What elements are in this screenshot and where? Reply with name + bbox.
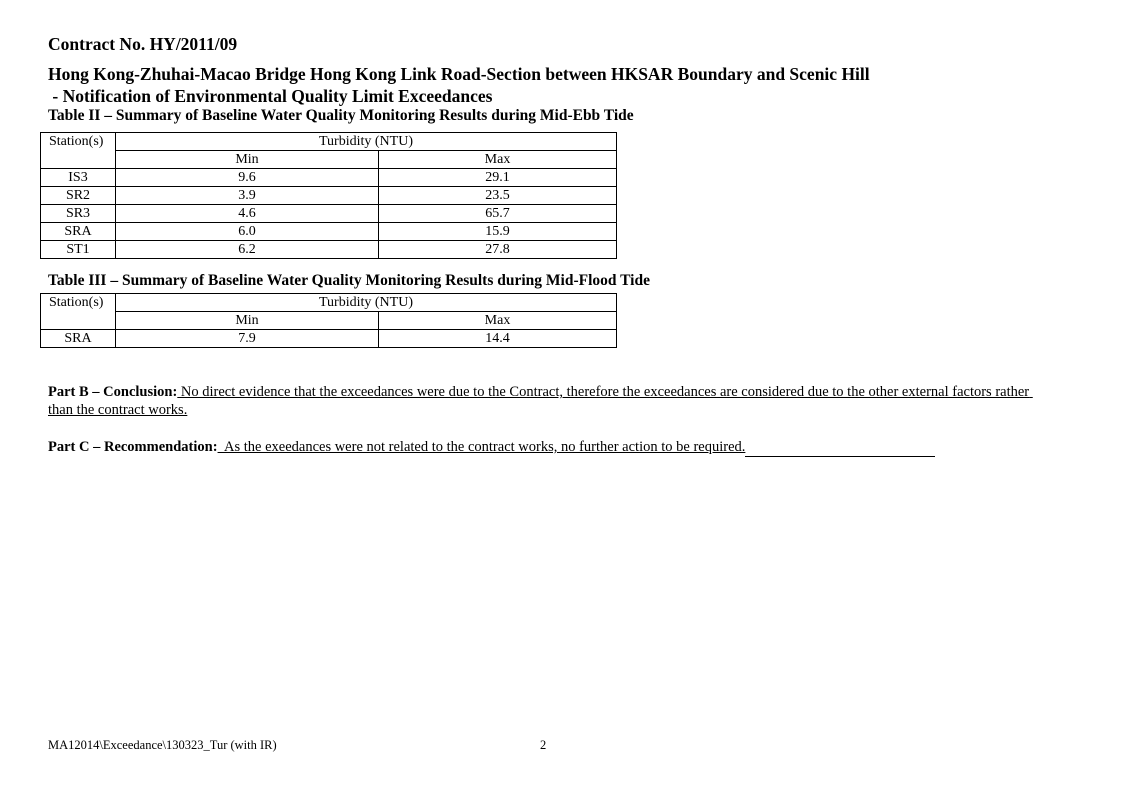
part-b-conclusion: [48, 383, 1048, 419]
max-cell: 29.1: [379, 169, 617, 187]
station-cell: SR3: [41, 205, 116, 223]
project-title-line-1: Hong Kong-Zhuhai-Macao Bridge Hong Kong Link Road-Section between HKSAR Boundary and Scenic Hill: [48, 64, 870, 84]
table-2-caption: Table II – Summary of Baseline Water Quality Monitoring Results during Mid-Ebb Tide: [48, 107, 634, 124]
part-b-label: Part B – Conclusion:: [48, 384, 178, 400]
turbidity-header: Turbidity (NTU): [116, 294, 617, 312]
max-cell: 23.5: [379, 187, 617, 205]
min-cell: 6.0: [116, 223, 379, 241]
table-3-mid-flood: [40, 293, 617, 348]
station-header: Station(s): [41, 133, 116, 169]
station-cell: ST1: [41, 241, 116, 259]
min-cell: 4.6: [116, 205, 379, 223]
table-header-row: [41, 133, 617, 151]
station-cell: SRA: [41, 223, 116, 241]
table-subheader-row: [41, 151, 617, 169]
station-cell: SRA: [41, 330, 116, 348]
table-row: [41, 187, 617, 205]
turbidity-header: Turbidity (NTU): [116, 133, 617, 151]
max-cell: 65.7: [379, 205, 617, 223]
max-cell: 14.4: [379, 330, 617, 348]
max-cell: 15.9: [379, 223, 617, 241]
max-header: Max: [379, 151, 617, 169]
min-cell: 7.9: [116, 330, 379, 348]
table-header-row: [41, 294, 617, 312]
table-2-mid-ebb: [40, 132, 617, 259]
table-3-caption: Table III – Summary of Baseline Water Quality Monitoring Results during Mid-Flood Tide: [48, 272, 650, 289]
min-cell: 9.6: [116, 169, 379, 187]
part-c-recommendation: [48, 438, 1048, 457]
station-cell: IS3: [41, 169, 116, 187]
fill-underline: [745, 438, 935, 457]
part-b-text: No direct evidence that the exceedances were due to the Contract, therefore the exceedances are considered due to the other external factors rather than the contract works.: [48, 384, 1033, 418]
table-row: [41, 205, 617, 223]
part-c-text: As the exeedances were not related to the contract works, no further action to be required.: [217, 439, 746, 455]
station-cell: SR2: [41, 187, 116, 205]
min-header: Min: [116, 151, 379, 169]
table-row: [41, 169, 617, 187]
table-subheader-row: [41, 312, 617, 330]
max-cell: 27.8: [379, 241, 617, 259]
min-cell: 3.9: [116, 187, 379, 205]
footer-file-path: MA12014\Exceedance\130323_Tur (with IR): [48, 738, 277, 752]
table-row: [41, 241, 617, 259]
max-header: Max: [379, 312, 617, 330]
table-row: [41, 330, 617, 348]
table-row: [41, 223, 617, 241]
page-number: 2: [540, 738, 547, 752]
part-c-label: Part C – Recommendation:: [48, 439, 218, 455]
min-cell: 6.2: [116, 241, 379, 259]
station-header: Station(s): [41, 294, 116, 330]
contract-number: Contract No. HY/2011/09: [48, 34, 238, 54]
project-title-line-2: - Notification of Environmental Quality Limit Exceedances: [48, 86, 493, 106]
min-header: Min: [116, 312, 379, 330]
document-title: [48, 63, 870, 107]
